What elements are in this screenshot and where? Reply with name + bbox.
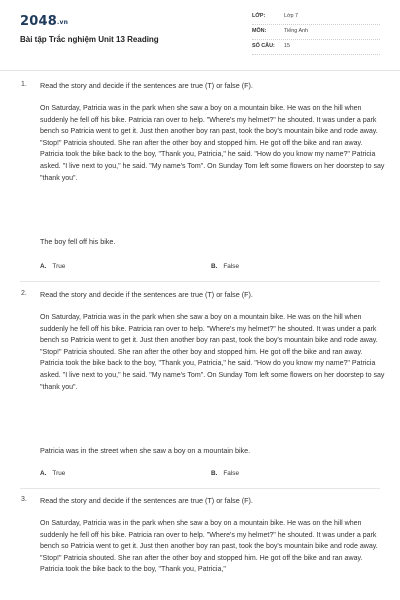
passage-text: On Saturday, Patricia was in the park when she saw a boy on a mountain bike. He was on the hill when suddenly he fell off his bike. Patricia ran over to help. "Where's my helmet?" he shouted. It was under a park bench so Patricia went to get it. Just then another boy ran past, took the boy's mountain bike and rode away. "Stop!" Patricia shouted. She ran after the other boy and stopped him. He got off the bike and ran away. Patricia took the bike back to the boy, "Thank you, Patricia," he said. "How do you know my name?" Patricia asked. "I live next to you," he said. "My name's Tom". On Sunday Tom left some flowers on her doorstep to say "thank you". xyxy=(40,314,385,391)
question-number: 2. xyxy=(21,290,27,297)
document-title: Bài tập Trắc nghiệm Unit 13 Reading xyxy=(20,35,159,44)
option-text: False xyxy=(223,263,240,270)
question-prompt: Read the story and decide if the sentences are true (T) or false (F). xyxy=(40,290,253,299)
question-number: 3. xyxy=(21,496,27,503)
page-header xyxy=(0,0,400,71)
meta-value: Tiếng Anh xyxy=(284,28,309,34)
meta-class xyxy=(252,13,380,25)
option-text: True xyxy=(52,263,66,270)
meta-subject xyxy=(252,28,380,40)
option-letter: A. xyxy=(40,470,47,477)
option-a[interactable] xyxy=(40,470,65,477)
meta-value: 15 xyxy=(284,43,290,49)
question-prompt: Read the story and decide if the sentences are true (T) or false (F). xyxy=(40,496,253,505)
option-letter: A. xyxy=(40,263,47,270)
option-b[interactable] xyxy=(211,263,239,270)
question-divider xyxy=(20,488,380,489)
meta-value: Lớp 7 xyxy=(284,13,299,19)
question-statement: Patricia was in the street when she saw a boy on a mountain bike. xyxy=(40,446,251,455)
reading-passage xyxy=(40,518,385,576)
meta-label: MÔN: xyxy=(252,28,267,34)
passage-text: On Saturday, Patricia was in the park when she saw a boy on a mountain bike. He was on the hill when suddenly he fell off his bike. Patricia ran over to help. "Where's my helmet?" he shouted. It was under a park bench so Patricia went to get it. Just then another boy ran past, took the boy's mountain bike and rode away. "Stop!" Patricia shouted. She ran after the other boy and stopped him. He got off the bike and ran away. Patricia took the bike back to the boy, "Thank you, Patricia," he said. "How do you know my name?" Patricia asked. "I live next to you," he said. "My name's Tom". On Sunday Tom left some flowers on her doorstep to say "thank you". xyxy=(40,105,385,182)
reading-passage xyxy=(40,103,385,184)
passage-text: On Saturday, Patricia was in the park when she saw a boy on a mountain bike. He was on the hill when suddenly he fell off his bike. Patricia ran over to help. "Where's my helmet?" he shouted. It was under a park bench so Patricia went to get it. Just then another boy ran past, took the boy's mountain bike and rode away. "Stop!" Patricia shouted. She ran after the other boy and stopped him. He got off the bike and ran away. Patricia took the bike back to the boy, "Thank you, Patricia," xyxy=(40,520,378,574)
meta-label: SỐ CÂU: xyxy=(252,43,275,49)
option-letter: B. xyxy=(211,470,218,477)
option-b[interactable] xyxy=(211,470,239,477)
question-divider xyxy=(20,281,380,282)
reading-passage xyxy=(40,312,385,393)
option-a[interactable] xyxy=(40,263,65,270)
question-prompt: Read the story and decide if the sentences are true (T) or false (F). xyxy=(40,81,253,90)
option-letter: B. xyxy=(211,263,218,270)
logo-text: 2048 xyxy=(20,14,57,29)
question-number: 1. xyxy=(21,81,27,88)
question-statement: The boy fell off his bike. xyxy=(40,237,116,246)
logo-tld: .vn xyxy=(56,19,69,26)
option-text: False xyxy=(223,470,240,477)
meta-label: LỚP: xyxy=(252,13,266,19)
meta-question-count xyxy=(252,43,380,55)
option-text: True xyxy=(52,470,66,477)
site-logo[interactable] xyxy=(20,14,68,29)
